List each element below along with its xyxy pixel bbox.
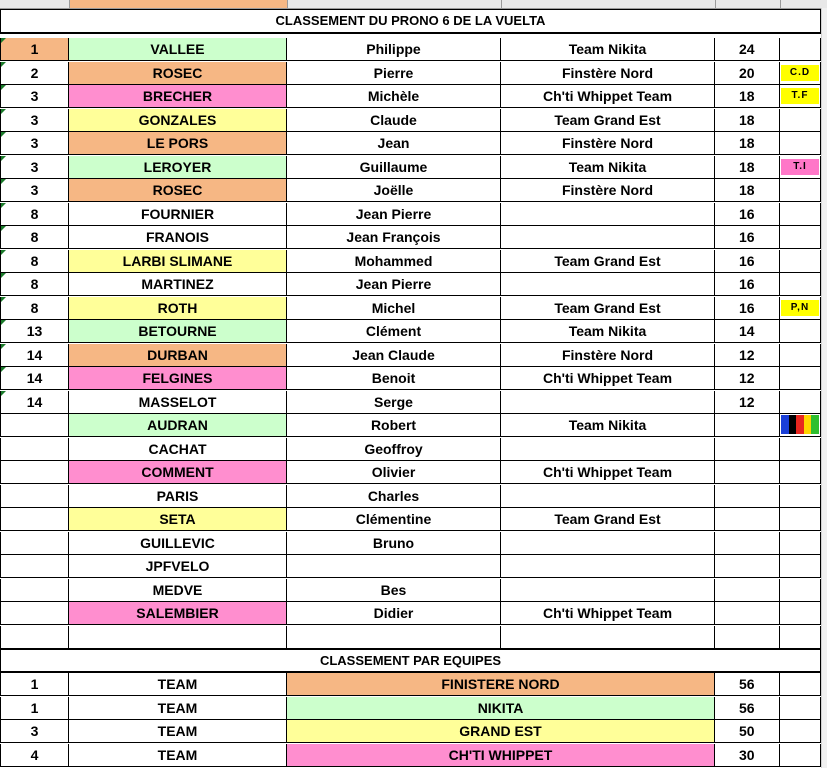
rank-cell (0, 461, 69, 484)
jersey-cell (780, 344, 821, 367)
cell-comment-marker (1, 297, 6, 302)
team-cell: Ch'ti Whippet Team (501, 85, 715, 108)
points-cell (715, 438, 780, 461)
cell-comment-marker (1, 109, 6, 114)
table-row (0, 156, 827, 179)
first-name-cell: Michel (287, 297, 501, 320)
table-row (0, 626, 827, 649)
jersey-cell (780, 438, 821, 461)
rank-cell: 14 (0, 367, 69, 390)
team-cell (501, 226, 715, 249)
team-cell (501, 391, 715, 414)
points-cell (715, 602, 780, 625)
rank-cell (0, 626, 69, 649)
team-name-cell: NIKITA (287, 697, 715, 720)
cell-comment-marker (1, 226, 6, 231)
jersey-cell (780, 109, 821, 132)
first-name-cell: Bes (287, 579, 501, 602)
team-points-cell: 56 (715, 673, 780, 696)
table-row (0, 461, 827, 484)
rank-cell: 8 (0, 250, 69, 273)
rank-cell: 14 (0, 344, 69, 367)
points-cell (715, 532, 780, 555)
rank-cell: 8 (0, 203, 69, 226)
first-name-cell: Serge (287, 391, 501, 414)
jersey-cell (780, 62, 821, 85)
points-cell (715, 414, 780, 437)
first-name-cell: Jean Pierre (287, 203, 501, 226)
team-name-cell: FINISTERE NORD (287, 673, 715, 696)
table-row (0, 62, 827, 85)
first-name-cell: Bruno (287, 532, 501, 555)
first-name-cell: Jean Claude (287, 344, 501, 367)
points-cell: 18 (715, 85, 780, 108)
table-row (0, 85, 827, 108)
cell-comment-marker (1, 320, 6, 325)
first-name-cell: Philippe (287, 38, 501, 61)
name-cell: LE PORS (69, 132, 287, 155)
scrollbar-edge[interactable] (821, 8, 827, 768)
cell-comment-marker (1, 156, 6, 161)
table-row (0, 532, 827, 555)
cell-comment-marker (1, 179, 6, 184)
team-extra-cell (780, 673, 821, 696)
team-cell: Finstère Nord (501, 344, 715, 367)
points-cell: 18 (715, 109, 780, 132)
first-name-cell: Robert (287, 414, 501, 437)
table-row (0, 132, 827, 155)
first-name-cell: Jean Pierre (287, 273, 501, 296)
points-cell: 18 (715, 132, 780, 155)
name-cell: GONZALES (69, 109, 287, 132)
points-cell: 12 (715, 391, 780, 414)
jersey-badge: T.I (781, 159, 819, 175)
team-points-cell: 30 (715, 744, 780, 767)
table-row (0, 367, 827, 390)
table-row (0, 38, 827, 61)
rank-cell (0, 602, 69, 625)
first-name-cell: Charles (287, 485, 501, 508)
team-rank-cell: 4 (0, 744, 69, 767)
rank-cell: 8 (0, 226, 69, 249)
points-cell: 16 (715, 273, 780, 296)
team-extra-cell (780, 720, 821, 743)
team-cell (501, 626, 715, 649)
table-row (0, 297, 827, 320)
jersey-cell (780, 132, 821, 155)
table-row (0, 602, 827, 625)
table-row (0, 391, 827, 414)
jersey-badge: C.D (781, 65, 819, 81)
points-cell: 16 (715, 203, 780, 226)
team-cell: Finstère Nord (501, 132, 715, 155)
cell-comment-marker (1, 250, 6, 255)
team-label-cell: TEAM (69, 697, 287, 720)
table-row (0, 579, 827, 602)
team-row (0, 673, 827, 696)
points-cell: 16 (715, 226, 780, 249)
jersey-cell (780, 485, 821, 508)
points-cell (715, 508, 780, 531)
rank-cell (0, 579, 69, 602)
name-cell: MARTINEZ (69, 273, 287, 296)
jersey-cell (780, 156, 821, 179)
team-label-cell: TEAM (69, 744, 287, 767)
team-cell: Team Nikita (501, 414, 715, 437)
jersey-cell (780, 532, 821, 555)
table-row (0, 250, 827, 273)
team-extra-cell (780, 744, 821, 767)
team-cell: Team Grand Est (501, 297, 715, 320)
jersey-cell (780, 508, 821, 531)
team-points-cell: 50 (715, 720, 780, 743)
points-cell: 14 (715, 320, 780, 343)
team-cell: Ch'ti Whippet Team (501, 461, 715, 484)
rank-cell: 13 (0, 320, 69, 343)
first-name-cell: Guillaume (287, 156, 501, 179)
table-row (0, 109, 827, 132)
team-rank-cell: 3 (0, 720, 69, 743)
points-cell (715, 485, 780, 508)
first-name-cell: Jean François (287, 226, 501, 249)
team-cell: Team Nikita (501, 320, 715, 343)
name-cell: AUDRAN (69, 414, 287, 437)
jersey-cell (780, 85, 821, 108)
points-cell: 20 (715, 62, 780, 85)
points-cell: 18 (715, 156, 780, 179)
name-cell: LARBI SLIMANE (69, 250, 287, 273)
cell-comment-marker (1, 62, 6, 67)
rank-cell (0, 438, 69, 461)
cell-comment-marker (1, 273, 6, 278)
jersey-cell (780, 602, 821, 625)
first-name-cell (287, 626, 501, 649)
first-name-cell: Claude (287, 109, 501, 132)
team-label-cell: TEAM (69, 720, 287, 743)
name-cell: PARIS (69, 485, 287, 508)
first-name-cell: Didier (287, 602, 501, 625)
rank-cell (0, 414, 69, 437)
team-rank-cell: 1 (0, 697, 69, 720)
team-cell: Team Grand Est (501, 508, 715, 531)
table-row (0, 203, 827, 226)
name-cell: MEDVE (69, 579, 287, 602)
team-label-cell: TEAM (69, 673, 287, 696)
team-row (0, 720, 827, 743)
table-row (0, 273, 827, 296)
points-cell (715, 579, 780, 602)
team-row (0, 697, 827, 720)
cell-comment-marker (1, 391, 6, 396)
rank-cell: 3 (0, 156, 69, 179)
name-cell: FRANOIS (69, 226, 287, 249)
team-cell: Team Grand Est (501, 109, 715, 132)
rank-cell (0, 532, 69, 555)
jersey-cell (780, 391, 821, 414)
name-cell: MASSELOT (69, 391, 287, 414)
jersey-cell (780, 38, 821, 61)
name-cell: SETA (69, 508, 287, 531)
rank-cell: 3 (0, 109, 69, 132)
first-name-cell: Clément (287, 320, 501, 343)
first-name-cell: Benoit (287, 367, 501, 390)
table-row (0, 555, 827, 578)
table-row (0, 414, 827, 437)
name-cell: ROTH (69, 297, 287, 320)
jersey-cell (780, 579, 821, 602)
name-cell: COMMENT (69, 461, 287, 484)
cell-comment-marker (1, 344, 6, 349)
name-cell: DURBAN (69, 344, 287, 367)
cell-comment-marker (1, 132, 6, 137)
team-cell (501, 555, 715, 578)
first-name-cell: Olivier (287, 461, 501, 484)
column-header-strip (0, 0, 827, 9)
name-cell: JPFVELO (69, 555, 287, 578)
team-cell: Ch'ti Whippet Team (501, 602, 715, 625)
name-cell: BRECHER (69, 85, 287, 108)
name-cell: CACHAT (69, 438, 287, 461)
table-row (0, 179, 827, 202)
jersey-cell (780, 555, 821, 578)
points-cell: 16 (715, 297, 780, 320)
first-name-cell: Michèle (287, 85, 501, 108)
team-cell (501, 203, 715, 226)
rank-cell: 2 (0, 62, 69, 85)
name-cell: SALEMBIER (69, 602, 287, 625)
name-cell: ROSEC (69, 62, 287, 85)
jersey-cell (780, 320, 821, 343)
first-name-cell: Joëlle (287, 179, 501, 202)
team-cell (501, 532, 715, 555)
first-name-cell: Clémentine (287, 508, 501, 531)
team-cell: Finstère Nord (501, 179, 715, 202)
team-extra-cell (780, 697, 821, 720)
name-cell: LEROYER (69, 156, 287, 179)
team-name-cell: CH'TI WHIPPET (287, 744, 715, 767)
rank-cell: 8 (0, 273, 69, 296)
cell-comment-marker (1, 203, 6, 208)
jersey-cell (780, 367, 821, 390)
name-cell: BETOURNE (69, 320, 287, 343)
jersey-cell (780, 203, 821, 226)
rainbow-jersey-icon (781, 415, 819, 434)
team-cell (501, 579, 715, 602)
name-cell: ROSEC (69, 179, 287, 202)
team-ranking-title: CLASSEMENT PAR EQUIPES (0, 649, 821, 673)
first-name-cell (287, 555, 501, 578)
name-cell: FELGINES (69, 367, 287, 390)
name-cell: GUILLEVIC (69, 532, 287, 555)
rank-cell: 1 (0, 38, 69, 61)
name-cell: VALLEE (69, 38, 287, 61)
first-name-cell: Geoffroy (287, 438, 501, 461)
ranking-title: CLASSEMENT DU PRONO 6 DE LA VUELTA (0, 9, 821, 34)
name-cell (69, 626, 287, 649)
rank-cell (0, 555, 69, 578)
jersey-badge: T.F (781, 88, 819, 104)
team-cell: Team Nikita (501, 156, 715, 179)
points-cell: 16 (715, 250, 780, 273)
team-cell: Finstère Nord (501, 62, 715, 85)
jersey-cell (780, 179, 821, 202)
team-cell: Team Nikita (501, 38, 715, 61)
jersey-cell (780, 250, 821, 273)
rank-cell: 8 (0, 297, 69, 320)
points-cell: 24 (715, 38, 780, 61)
table-row (0, 508, 827, 531)
jersey-cell (780, 414, 821, 437)
table-row (0, 320, 827, 343)
team-row (0, 744, 827, 767)
rank-cell: 3 (0, 85, 69, 108)
jersey-cell (780, 461, 821, 484)
team-points-cell: 56 (715, 697, 780, 720)
points-cell: 18 (715, 179, 780, 202)
rank-cell (0, 508, 69, 531)
team-rank-cell: 1 (0, 673, 69, 696)
name-cell: FOURNIER (69, 203, 287, 226)
points-cell: 12 (715, 367, 780, 390)
cell-comment-marker (1, 85, 6, 90)
first-name-cell: Mohammed (287, 250, 501, 273)
rank-cell: 3 (0, 179, 69, 202)
team-name-cell: GRAND EST (287, 720, 715, 743)
rank-cell: 14 (0, 391, 69, 414)
rank-cell (0, 485, 69, 508)
cell-comment-marker (1, 367, 6, 372)
table-row (0, 226, 827, 249)
jersey-cell (780, 297, 821, 320)
points-cell (715, 555, 780, 578)
team-cell (501, 438, 715, 461)
team-cell: Ch'ti Whippet Team (501, 367, 715, 390)
jersey-cell (780, 226, 821, 249)
jersey-cell (780, 273, 821, 296)
points-cell (715, 626, 780, 649)
table-row (0, 485, 827, 508)
jersey-badge: P,N (781, 300, 819, 316)
table-row (0, 344, 827, 367)
team-cell (501, 485, 715, 508)
first-name-cell: Pierre (287, 62, 501, 85)
first-name-cell: Jean (287, 132, 501, 155)
points-cell: 12 (715, 344, 780, 367)
team-cell (501, 273, 715, 296)
jersey-cell (780, 626, 821, 649)
points-cell (715, 461, 780, 484)
team-cell: Team Grand Est (501, 250, 715, 273)
table-row (0, 438, 827, 461)
cell-comment-marker (1, 38, 6, 43)
rank-cell: 3 (0, 132, 69, 155)
